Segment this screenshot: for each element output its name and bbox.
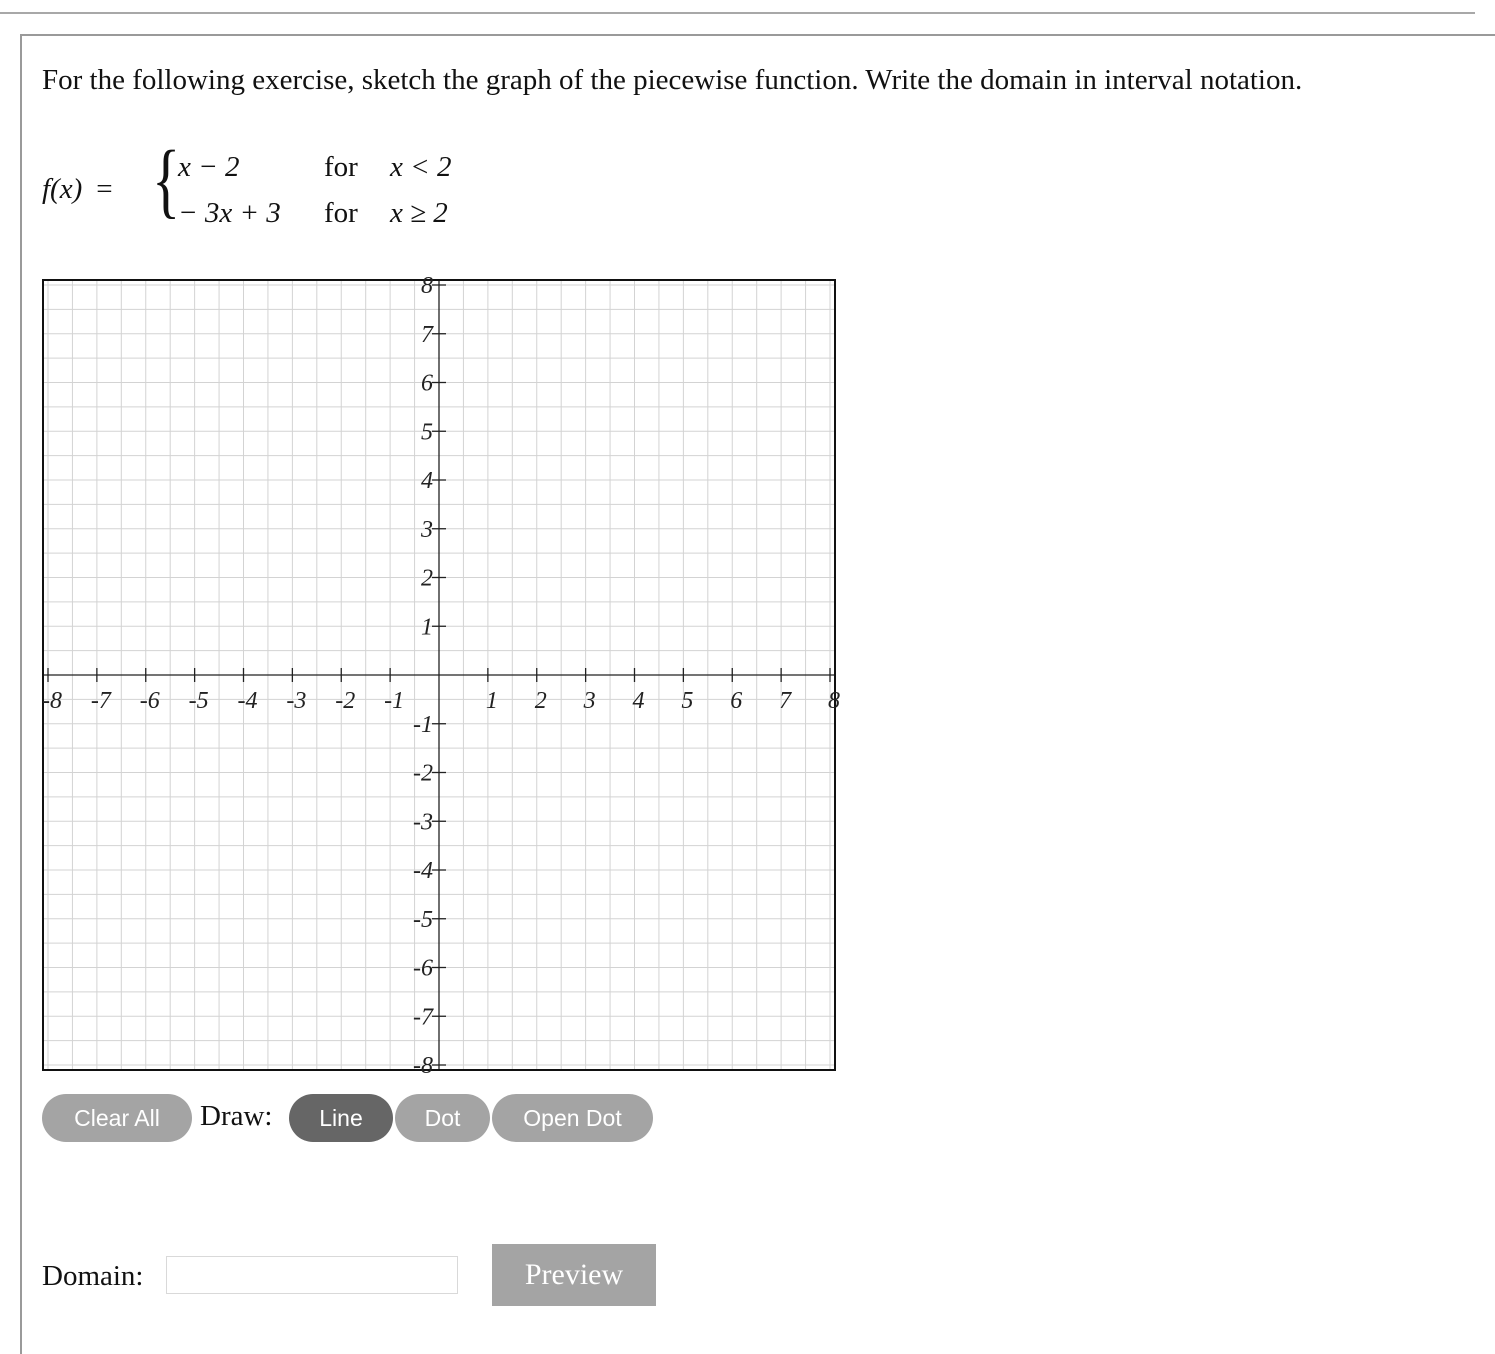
- dot-tool-button[interactable]: Dot: [395, 1094, 490, 1142]
- draw-label: Draw:: [200, 1100, 273, 1132]
- y-tick-label: 1: [421, 614, 433, 641]
- function-name: f(x): [42, 173, 83, 205]
- y-tick-label: 6: [421, 370, 433, 397]
- y-tick-label: -4: [413, 858, 433, 884]
- x-tick-label: 4: [632, 688, 645, 714]
- y-tick-label: -7: [413, 1004, 433, 1031]
- equals-sign: =: [96, 173, 113, 205]
- x-tick-label: -7: [90, 688, 111, 714]
- top-divider: [0, 12, 1475, 14]
- y-tick-label: 5: [421, 419, 433, 446]
- x-tick-label: 1: [485, 688, 498, 714]
- x-tick-label: -1: [384, 688, 405, 714]
- x-tick-label: -5: [188, 688, 209, 714]
- x-tick-label: -8: [42, 688, 62, 714]
- line-tool-button[interactable]: Line: [289, 1094, 393, 1142]
- clear-all-button[interactable]: Clear All: [42, 1094, 192, 1142]
- domain-label: Domain:: [42, 1260, 144, 1292]
- y-tick-label: -1: [413, 711, 433, 738]
- x-tick-label: 8: [828, 688, 840, 714]
- piece-2-for: for: [324, 197, 358, 229]
- y-tick-label: -8: [413, 1053, 433, 1079]
- x-tick-label: 5: [681, 688, 694, 714]
- preview-button[interactable]: Preview: [492, 1244, 656, 1306]
- x-tick-label: 6: [730, 688, 743, 714]
- piece-2-condition: x ≥ 2: [390, 197, 448, 229]
- y-tick-label: -3: [413, 809, 433, 836]
- y-tick-label: 8: [421, 273, 433, 299]
- x-tick-label: 3: [583, 688, 596, 714]
- y-tick-label: 7: [421, 321, 433, 348]
- y-tick-label: -5: [413, 906, 433, 933]
- x-tick-label: -4: [237, 688, 258, 714]
- question-text: For the following exercise, sketch the graph of the piecewise function. Write the domain in interval notation.: [42, 64, 1303, 96]
- piece-1-expression: x − 2: [178, 151, 240, 183]
- y-tick-label: 4: [421, 468, 433, 494]
- coordinate-plane[interactable]: [42, 273, 840, 1079]
- x-tick-label: -2: [335, 688, 356, 714]
- graphing-canvas[interactable]: [42, 273, 840, 1079]
- piecewise-formula: [42, 134, 502, 240]
- x-tick-label: -6: [139, 688, 160, 714]
- left-brace-icon: {: [152, 134, 181, 227]
- open-dot-tool-button[interactable]: Open Dot: [492, 1094, 653, 1142]
- piece-1-condition: x < 2: [390, 151, 452, 183]
- y-tick-label: -2: [413, 760, 433, 787]
- piece-2-expression: − 3x + 3: [178, 197, 281, 229]
- piece-1-for: for: [324, 151, 358, 183]
- y-tick-label: 3: [421, 516, 433, 543]
- y-tick-label: 2: [421, 565, 433, 592]
- x-tick-label: -3: [286, 688, 307, 714]
- y-tick-label: -6: [413, 955, 433, 982]
- x-tick-label: 2: [534, 688, 547, 714]
- domain-input[interactable]: [166, 1256, 458, 1294]
- x-tick-label: 7: [779, 688, 792, 714]
